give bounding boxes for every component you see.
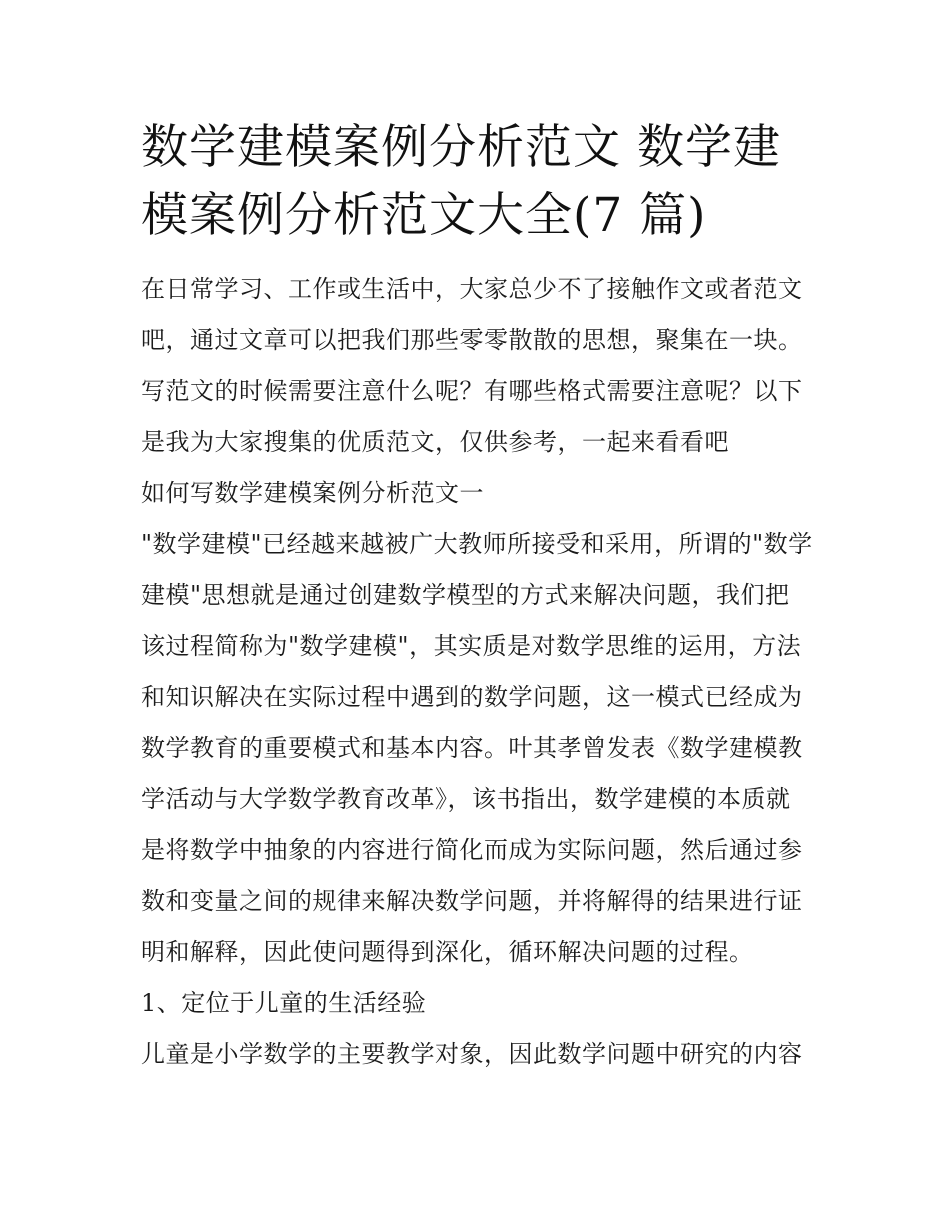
intro-paragraph: 在日常学习、工作或生活中，大家总少不了接触作文或者范文吧，通过文章可以把我们那些零零散散的思想，聚集在一块。写范文的时候需要注意什么呢？有哪些格式需要注意呢？以下是我为大家搜集的优质范文，仅供参考，一起来看看吧 xyxy=(141,275,803,456)
section-heading: 如何写数学建模案例分析范文一 xyxy=(141,479,484,507)
subsection-heading: 1、定位于儿童的生活经验 xyxy=(141,989,427,1017)
document-content xyxy=(141,114,813,1080)
document-title: 数学建模案例分析范文 数学建模案例分析范文大全(7 篇) xyxy=(141,120,781,243)
body-paragraph: 儿童是小学数学的主要教学对象，因此数学问题中研究的内容 xyxy=(141,1040,803,1068)
document-body xyxy=(141,264,813,1080)
body-paragraph: "数学建模"已经越来越被广大教师所接受和采用，所谓的"数学建模"思想就是通过创建数学模型的方式来解决问题，我们把该过程简称为"数学建模"，其实质是对数学思维的运用，方法和知识解决在实际过程中遇到的数学问题，这一模式已经成为数学教育的重要模式和基本内容。叶其孝曾发表《数学建模教学活动与大学数学教育改革》，该书指出，数学建模的本质就是将数学中抽象的内容进行简化而成为实际问题，然后通过参数和变量之间的规律来解决数学问题，并将解得的结果进行证明和解释，因此使问题得到深化，循环解决问题的过程。 xyxy=(141,530,813,966)
